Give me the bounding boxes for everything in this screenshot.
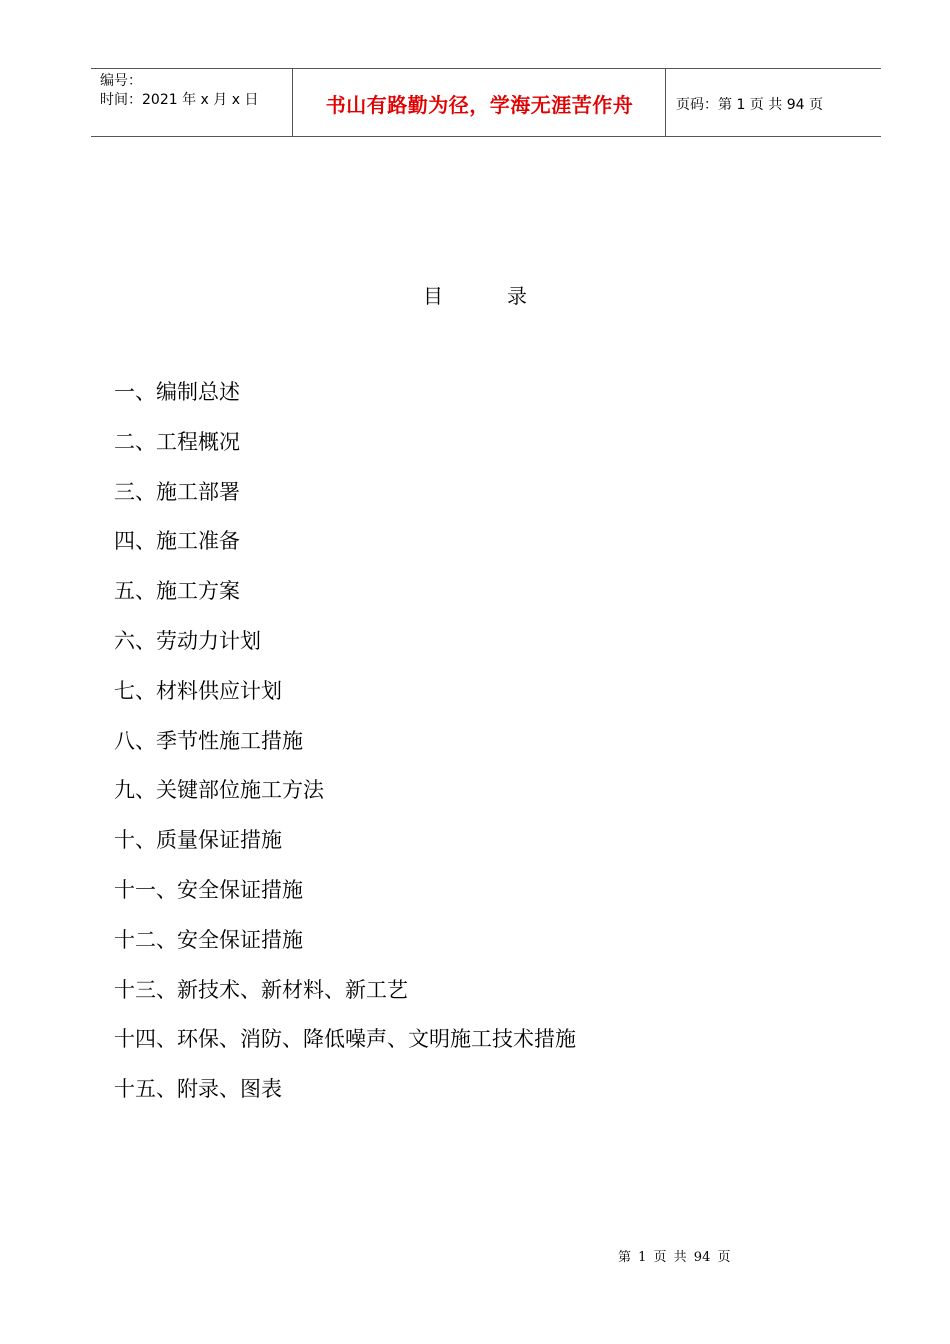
page-header	[91, 68, 881, 137]
header-motto-cell	[292, 69, 666, 136]
time-label: 时间：2021 年 x 月 x 日	[100, 92, 259, 108]
toc-item: 六、劳动力计划	[114, 628, 261, 653]
toc-title-left: 目	[423, 284, 443, 308]
header-left-cell	[91, 69, 292, 136]
toc-item: 十五、附录、图表	[114, 1077, 282, 1102]
toc-item: 二、工程概况	[114, 429, 240, 454]
toc-item: 一、编制总述	[114, 380, 240, 404]
header-page-cell	[665, 69, 882, 136]
toc-item: 十二、安全保证措施	[114, 927, 303, 952]
header-page-info: 页码：第 1 页 共 94 页	[676, 97, 823, 113]
motto-text: 书山有路勤为径，学海无涯苦作舟	[325, 93, 634, 117]
toc-item: 九、关键部位施工方法	[114, 778, 324, 803]
toc-title-right: 录	[507, 284, 527, 308]
toc-title	[0, 280, 950, 309]
toc-item: 十四、环保、消防、降低噪声、文明施工技术措施	[114, 1027, 576, 1052]
toc-item: 四、施工准备	[114, 529, 240, 554]
toc-list	[114, 378, 576, 1125]
toc-item: 七、材料供应计划	[114, 678, 282, 703]
toc-item: 十三、新技术、新材料、新工艺	[114, 977, 408, 1002]
toc-item: 十一、安全保证措施	[114, 877, 303, 902]
footer-page-number: 第 1 页 共 94 页	[618, 1250, 731, 1265]
toc-item: 八、季节性施工措施	[114, 728, 303, 753]
toc-item: 五、施工方案	[114, 579, 240, 604]
toc-item: 十、质量保证措施	[114, 828, 282, 853]
serial-label: 编号：	[100, 73, 142, 89]
toc-item: 三、施工部署	[114, 479, 240, 504]
